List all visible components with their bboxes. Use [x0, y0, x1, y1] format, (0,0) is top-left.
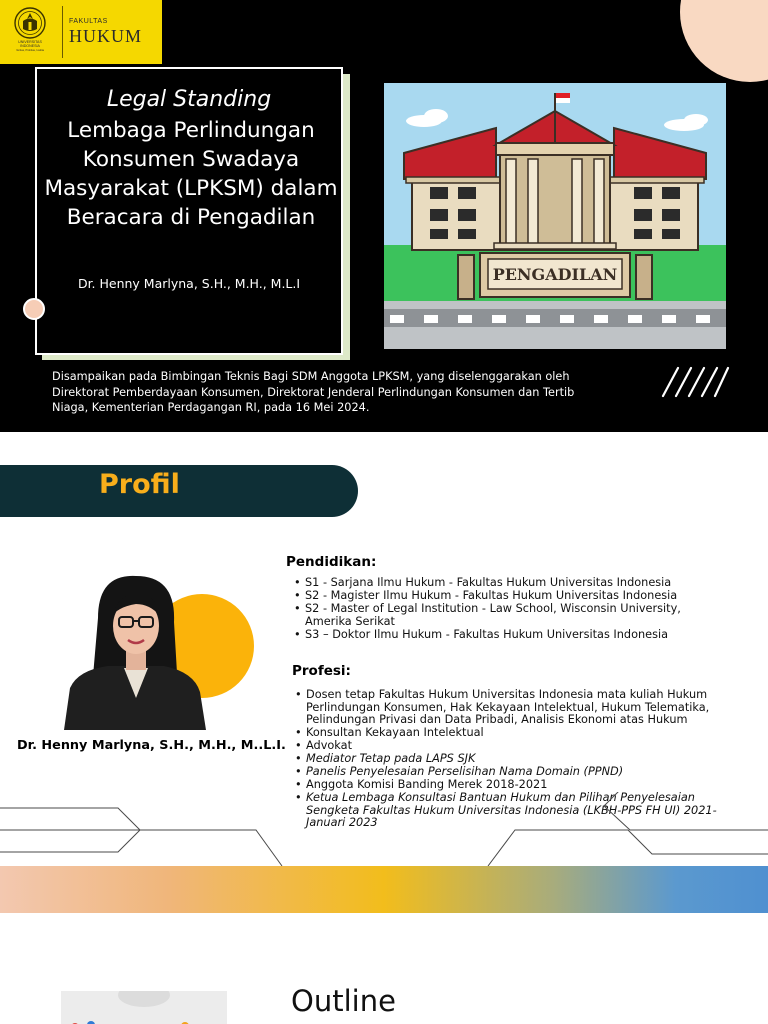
slide-title [0, 0, 768, 432]
courthouse-sign-text: PENGADILAN [492, 265, 618, 284]
faculty-name: HUKUM [69, 26, 143, 46]
slide-profile [0, 432, 768, 866]
education-item: • S3 – Doktor Ilmu Hukum - Fakultas Hukum Universitas Indonesia [294, 629, 714, 642]
profile-heading: Profil [99, 469, 180, 500]
presentation-title: Lembaga Perlindungan Konsumen Swadaya Masyarakat (LPKSM) dalam Beracara di Pengadilan [44, 118, 338, 230]
decorative-dot [23, 298, 45, 320]
education-item: • S2 - Magister Ilmu Hukum - Fakultas Hukum Universitas Indonesia [294, 590, 714, 603]
profession-item: • Mediator Tetap pada LAPS SJK [295, 753, 747, 766]
person-name: Dr. Henny Marlyna, S.H., M.H., M..L.I. [17, 738, 286, 753]
profession-item: • Konsultan Kekayaan Intelektual [295, 727, 747, 740]
university-name: UNIVERSITAS INDONESIA Veritas, Probitas, Iustitia [16, 40, 44, 52]
event-caption: Disampaikan pada Bimbingan Teknis Bagi SDM Anggota LPKSM, yang diselenggarakan oleh Direktorat Pemberdayaan Konsumen, Direktorat Jenderal Perlindungan Konsumen dan Tertib Niaga, Kementerian Perdagangan RI, pada 16 Mei 2024. [52, 370, 575, 414]
education-heading: Pendidikan: [286, 554, 377, 570]
profile-photo [58, 570, 208, 730]
outline-heading: Outline [291, 984, 396, 1018]
courthouse-illustration [384, 83, 726, 349]
outline-image-graphic [61, 991, 227, 1024]
profession-heading: Profesi: [292, 663, 351, 679]
title-italic: Legal Standing [106, 87, 272, 112]
logo-divider [62, 6, 63, 58]
decorative-circle [680, 0, 768, 82]
profession-item: • Ketua Lembaga Konsultasi Bantuan Hukum dan Pilihan Penyelesaian Sengketa Fakultas Hukum Universitas Indonesia (LKBH-PPS FH UI) 2021-Januari 2023 [295, 792, 747, 830]
faculty-label: FAKULTAS [69, 18, 108, 25]
author-name: Dr. Henny Marlyna, S.H., M.H., M.L.I [77, 276, 301, 291]
education-item: • S1 - Sarjana Ilmu Hukum - Fakultas Hukum Universitas Indonesia [294, 577, 714, 590]
gradient-band [0, 866, 768, 913]
slide-outline [0, 913, 768, 1024]
outline-illustration [61, 991, 227, 1024]
profession-item: • Anggota Komisi Banding Merek 2018-2021 [295, 779, 747, 792]
profession-item: • Dosen tetap Fakultas Hukum Universitas Indonesia mata kuliah Hukum Perlindungan Konsumen, Hak Kekayaan Intelektual, Hukum Telematika, Pelindungan Privasi dan Data Pribadi, Analisis Ekonomi atas Hukum [295, 689, 747, 727]
faculty-logo [0, 0, 162, 64]
education-item: • S2 - Master of Legal Institution - Law School, Wisconsin University, Amerika Serikat [294, 603, 714, 628]
line-decoration [0, 792, 768, 866]
university-seal-icon [14, 7, 46, 39]
profession-item: • Panelis Penyelesaian Perselisihan Nama Domain (PPND) [295, 766, 747, 779]
profession-item: • Advokat [295, 740, 747, 753]
title-box [35, 67, 343, 355]
slashes-decoration [660, 362, 730, 402]
